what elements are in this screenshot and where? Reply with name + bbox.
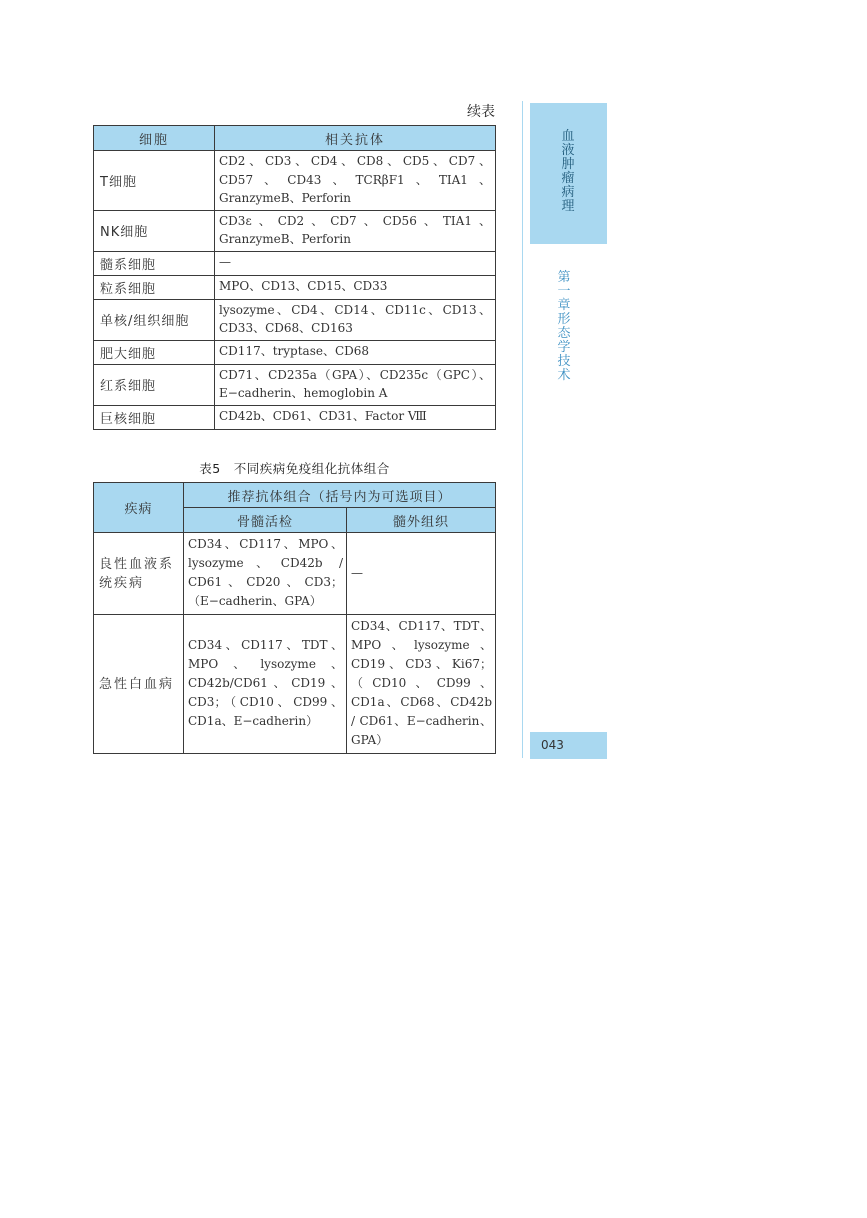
table-header-row: [94, 483, 496, 508]
cell-type: T细胞: [94, 151, 215, 211]
table-row: [94, 251, 496, 275]
cell-type: 粒系细胞: [94, 275, 215, 299]
table-row: [94, 533, 496, 615]
antibody-list: lysozyme、CD4、CD14、CD11c、CD13、CD33、CD68、CD163: [215, 299, 496, 340]
table-row: [94, 151, 496, 211]
header-disease: 疾病: [94, 483, 184, 533]
continued-label: 续表: [467, 104, 495, 120]
disease-name: 急性白血病: [94, 615, 184, 754]
cell-type: 肥大细胞: [94, 340, 215, 364]
book-title: 血液肿瘤病理: [561, 129, 575, 214]
cell-type: 髓系细胞: [94, 251, 215, 275]
cell-type: 单核/组织细胞: [94, 299, 215, 340]
header-cell: 细胞: [94, 126, 215, 151]
extramedullary-antibodies: —: [347, 533, 496, 615]
header-extramedullary: 髓外组织: [347, 508, 496, 533]
table-row: [94, 615, 496, 754]
extramedullary-antibodies: CD34、CD117、TDT、MPO、lysozyme、CD19、CD3、Ki67；（CD10、CD99、CD1a、CD68、CD42b / CD61、E−cadherin、GPA）: [347, 615, 496, 754]
table-row: [94, 364, 496, 405]
antibody-list: CD42b、CD61、CD31、Factor Ⅷ: [215, 405, 496, 429]
antibody-list: CD71、CD235a（GPA）、CD235c（GPC）、E−cadherin、hemoglobin A: [215, 364, 496, 405]
header-bone-marrow: 骨髓活检: [184, 508, 347, 533]
table-row: [94, 340, 496, 364]
cell-type: NK细胞: [94, 210, 215, 251]
table-header-row: [94, 126, 496, 151]
table-row: [94, 299, 496, 340]
margin-divider: [522, 101, 523, 758]
header-group: 推荐抗体组合（括号内为可选项目）: [184, 483, 496, 508]
antibody-list: CD117、tryptase、CD68: [215, 340, 496, 364]
cell-type: 巨核细胞: [94, 405, 215, 429]
disease-name: 良性血液系统疾病: [94, 533, 184, 615]
bone-marrow-antibodies: CD34、CD117、MPO、lysozyme、CD42b / CD61、CD20、CD3；（E−cadherin、GPA）: [184, 533, 347, 615]
cell-antibody-table: [93, 125, 496, 430]
antibody-list: CD2、CD3、CD4、CD8、CD5、CD7、CD57、CD43、TCRβF1、TIA1、GranzymeB、Perforin: [215, 151, 496, 211]
table-row: [94, 275, 496, 299]
table-row: [94, 405, 496, 429]
chapter-title: 第一章 形态学技术: [557, 270, 584, 383]
table-row: [94, 210, 496, 251]
cell-type: 红系细胞: [94, 364, 215, 405]
antibody-list: MPO、CD13、CD15、CD33: [215, 275, 496, 299]
antibody-list: —: [215, 251, 496, 275]
antibody-list: CD3ε、CD2、CD7、CD56、TIA1、GranzymeB、Perforin: [215, 210, 496, 251]
header-antibodies: 相关抗体: [215, 126, 496, 151]
page-number: 043: [541, 738, 564, 752]
table-caption: 表5 不同疾病免疫组化抗体组合: [199, 461, 390, 476]
disease-antibody-table: [93, 482, 496, 754]
bone-marrow-antibodies: CD34、CD117、TDT、MPO、lysozyme、CD42b/CD61、CD19、CD3；（CD10、CD99、CD1a、E−cadherin）: [184, 615, 347, 754]
